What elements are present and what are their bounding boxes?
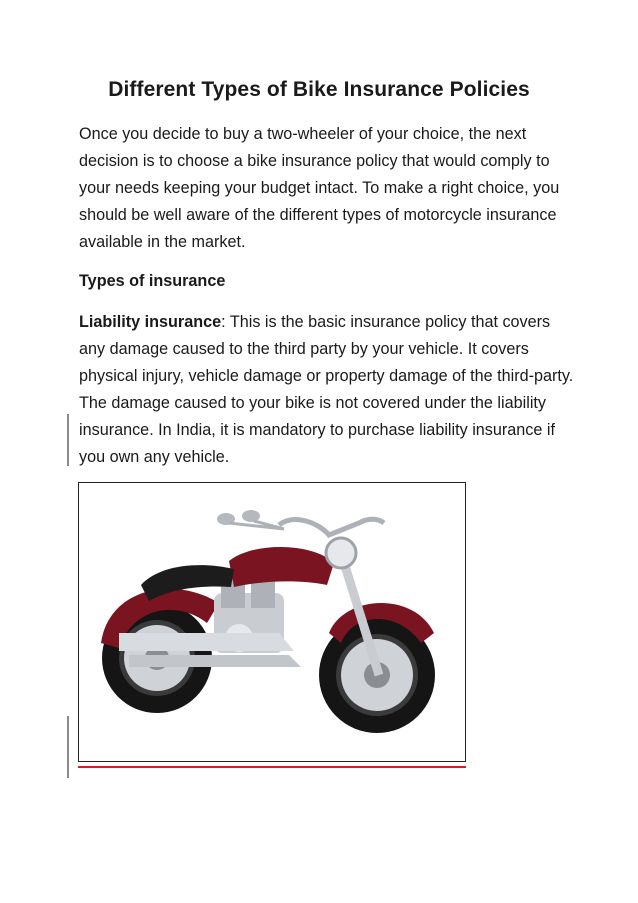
mirror (242, 510, 260, 522)
exhaust-pipe (119, 633, 294, 651)
liability-paragraph (79, 309, 579, 471)
exhaust-pipe (129, 655, 301, 667)
motorcycle-image (78, 482, 466, 762)
liability-text: : This is the basic insurance policy that covers any damage caused to the third party by your vehicle. It covers physical injury, vehicle damage or property damage of the third-party. The damage caused to your bike is not covered under the liability insurance. In India, it is mandatory to purchase liability insurance if you own any vehicle. (79, 313, 574, 466)
margin-change-bar (67, 716, 69, 778)
handlebars (279, 519, 384, 535)
section-heading: Types of insurance (79, 272, 226, 290)
margin-change-bar (67, 414, 69, 466)
fuel-tank (229, 547, 334, 587)
page-title: Different Types of Bike Insurance Policies (108, 78, 530, 101)
section-rule (78, 766, 466, 768)
liability-term: Liability insurance (79, 313, 222, 331)
headlight (326, 538, 356, 568)
motorcycle-illustration (79, 483, 465, 761)
intro-paragraph: Once you decide to buy a two-wheeler of your choice, the next decision is to choose a bike insurance policy that would comply to your needs keeping your budget intact. To make a right choice, you should be well aware of the different types of motorcycle insurance available in the market. (79, 125, 560, 251)
mirror-stem (229, 521, 284, 529)
